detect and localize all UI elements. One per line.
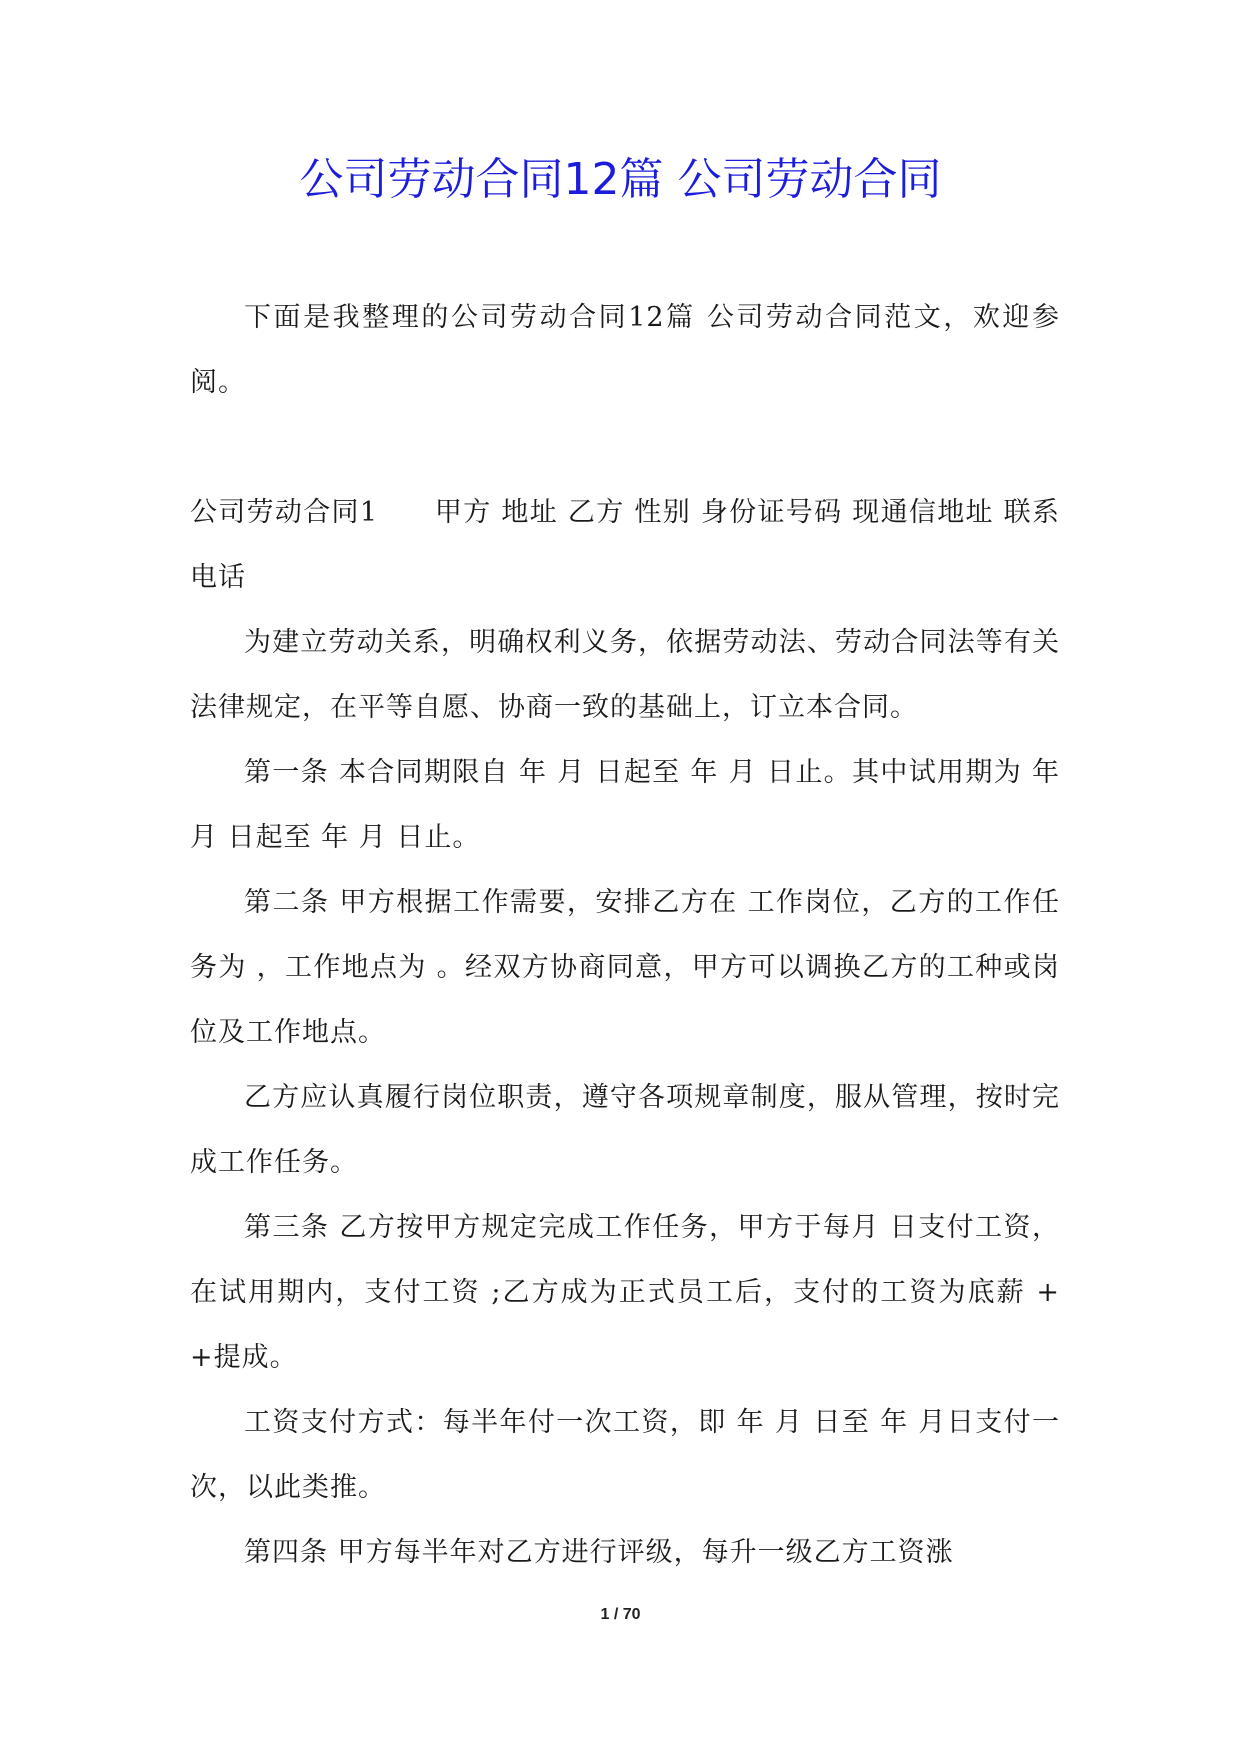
document-body <box>190 285 1060 1585</box>
payment-method-paragraph: 工资支付方式：每半年付一次工资，即 年 月 日至 年 月日支付一次，以此类推。 <box>190 1407 1060 1503</box>
duties-paragraph: 乙方应认真履行岗位职责，遵守各项规章制度，服从管理，按时完成工作任务。 <box>190 1082 1060 1178</box>
article-4-paragraph: 第四条 甲方每半年对乙方进行评级，每升一级乙方工资涨 <box>244 1537 954 1568</box>
intro-paragraph: 下面是我整理的公司劳动合同12篇 公司劳动合同范文，欢迎参阅。 <box>190 302 1060 398</box>
page-number: 1 / 70 <box>600 1606 641 1623</box>
article-2-paragraph: 第二条 甲方根据工作需要，安排乙方在 工作岗位，乙方的工作任务为 ，工作地点为 。经双方协商同意，甲方可以调换乙方的工种或岗位及工作地点。 <box>190 887 1060 1048</box>
preamble-paragraph: 为建立劳动关系，明确权利义务，依据劳动法、劳动合同法等有关法律规定，在平等自愿、协商一致的基础上，订立本合同。 <box>190 627 1060 723</box>
document-title: 公司劳动合同12篇 公司劳动合同 <box>299 154 942 205</box>
article-1-paragraph: 第一条 本合同期限自 年 月 日起至 年 月 日止。其中试用期为 年 月 日起至 年 月 日止。 <box>190 757 1060 853</box>
article-3-paragraph: 第三条 乙方按甲方规定完成工作任务，甲方于每月 日支付工资，在试用期内，支付工资 ;乙方成为正式员工后，支付的工资为底薪 + +提成。 <box>190 1212 1060 1373</box>
contract-header-paragraph: 公司劳动合同1 甲方 地址 乙方 性别 身份证号码 现通信地址 联系电话 <box>190 497 1060 593</box>
